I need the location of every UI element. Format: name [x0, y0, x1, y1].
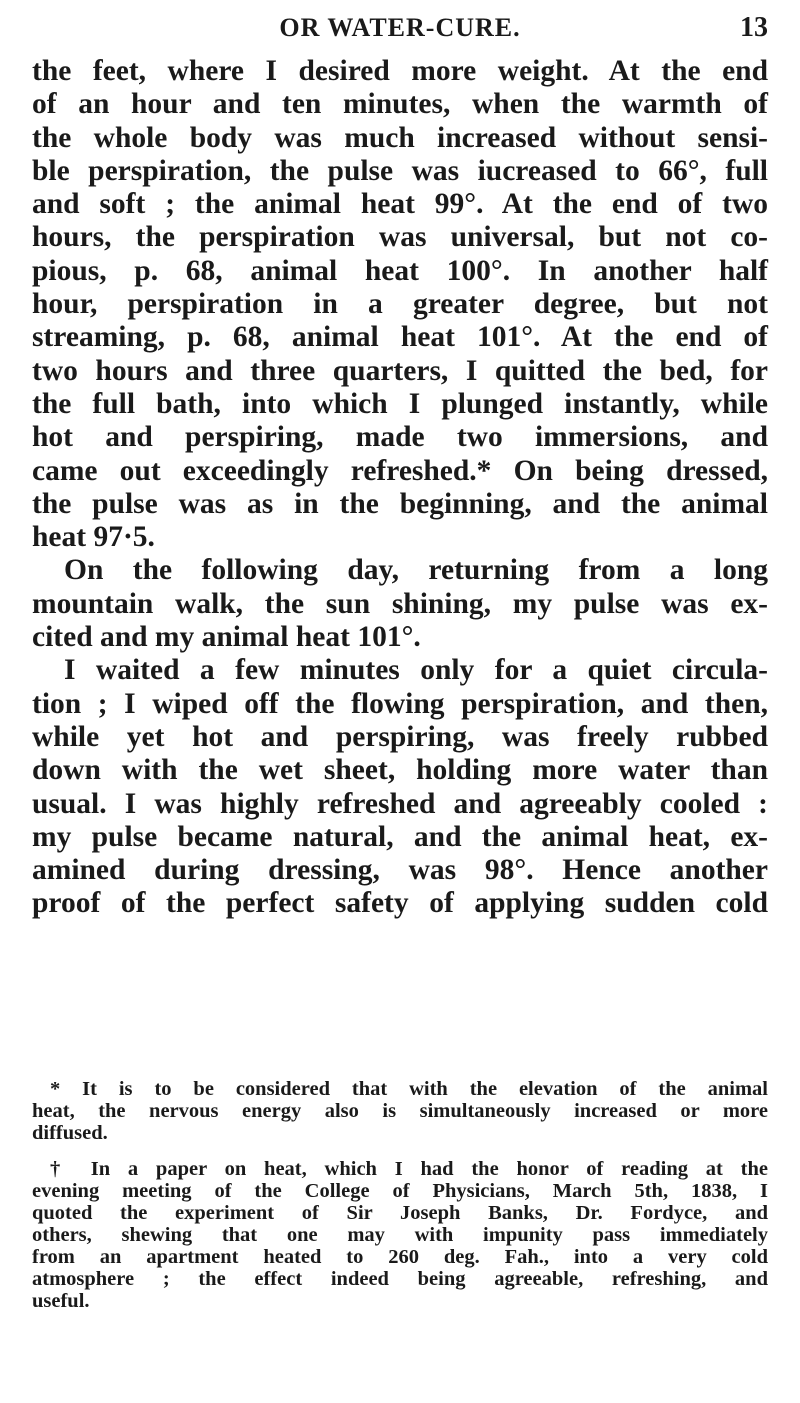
footnote-line: evening meeting of the College of Physicians, March 5th, 1838, I	[32, 1180, 768, 1202]
footnote-line: † In a paper on heat, which I had the honor of reading at the	[50, 1158, 768, 1180]
body-line: hour, perspiration in a greater degree, but not	[32, 288, 768, 321]
footnote-line: heat, the nervous energy also is simultaneously increased or more	[32, 1100, 768, 1122]
page-number: 13	[740, 12, 768, 43]
footnote-line: others, shewing that one may with impunity pass immediately	[32, 1224, 768, 1246]
footnote-dagger	[32, 1158, 768, 1312]
body-line: usual. I was highly refreshed and agreeably cooled :	[32, 787, 768, 820]
body-line: the full bath, into which I plunged instantly, while	[32, 387, 768, 420]
body-line: hot and perspiring, made two immersions, and	[32, 421, 768, 454]
body-line: my pulse became natural, and the animal heat, ex-	[32, 820, 768, 853]
body-line: heat 97·5.	[32, 521, 155, 554]
body-line: while yet hot and perspiring, was freely rubbed	[32, 720, 768, 753]
footnote-line: diffused.	[32, 1122, 108, 1144]
body-line: On the following day, returning from a long	[64, 554, 768, 587]
footnote-line: * It is to be considered that with the elevation of the animal	[50, 1078, 768, 1100]
body-line: down with the wet sheet, holding more water than	[32, 754, 768, 787]
body-line: two hours and three quarters, I quitted the bed, for	[32, 354, 768, 387]
body-line: the whole body was much increased without sensi-	[32, 121, 768, 154]
footnotes	[32, 1078, 768, 1326]
body-line: came out exceedingly refreshed.* On being dressed,	[32, 454, 768, 487]
running-head	[32, 8, 768, 48]
footnote-line: quoted the experiment of Sir Joseph Banks, Dr. Fordyce, and	[32, 1202, 768, 1224]
body-line: amined during dressing, was 98°. Hence another	[32, 854, 768, 887]
body-line: the pulse was as in the beginning, and the animal	[32, 487, 768, 520]
running-title: OR WATER-CURE.	[279, 13, 521, 42]
body-line: pious, p. 68, animal heat 100°. In another half	[32, 254, 768, 287]
body-line: mountain walk, the sun shining, my pulse was ex-	[32, 587, 768, 620]
body-line: the feet, where I desired more weight. At the end	[32, 55, 768, 87]
body-line: I waited a few minutes only for a quiet circula-	[64, 654, 768, 687]
body-line: cited and my animal heat 101°.	[32, 621, 421, 654]
body-line: streaming, p. 68, animal heat 101°. At the end of	[32, 321, 768, 354]
body-line: hours, the perspiration was universal, but not co-	[32, 221, 768, 254]
footnote-line: atmosphere ; the effect indeed being agreeable, refreshing, and	[32, 1268, 768, 1290]
body-line: of an hour and ten minutes, when the warmth of	[32, 88, 768, 121]
footnote-line: from an apartment heated to 260 deg. Fah., into a very cold	[32, 1246, 768, 1268]
body-text	[32, 55, 768, 921]
body-line: and soft ; the animal heat 99°. At the end of two	[32, 188, 768, 221]
footnote-asterisk	[32, 1078, 768, 1144]
body-line: proof of the perfect safety of applying sudden cold	[32, 887, 768, 920]
body-line: tion ; I wiped off the flowing perspiration, and then,	[32, 687, 768, 720]
body-line: ble perspiration, the pulse was iucreased to 66°, full	[32, 154, 768, 187]
footnote-line: useful.	[32, 1290, 90, 1312]
